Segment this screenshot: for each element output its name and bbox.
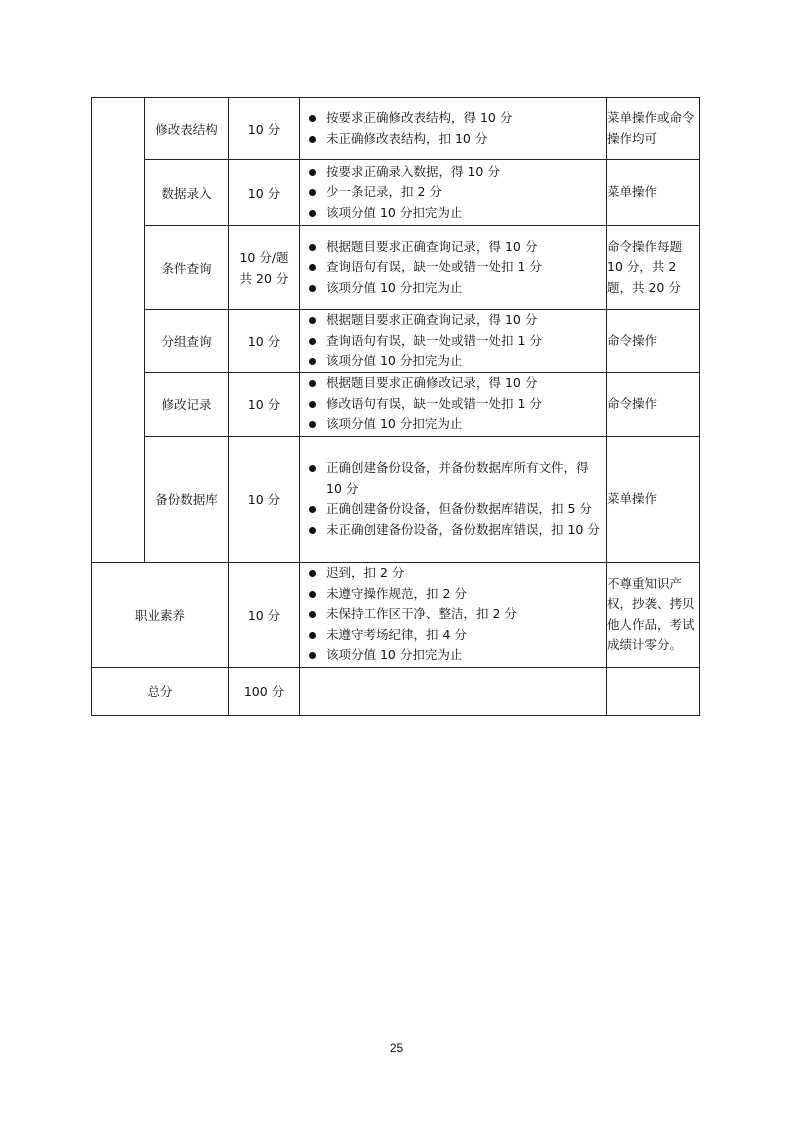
item-note: 菜单操作: [607, 160, 700, 226]
criterion: 少一条记录，扣 2 分: [304, 182, 600, 203]
criterion: 查询语句有误，缺一处或错一处扣 1 分: [304, 257, 600, 278]
item-note: 命令操作每题 10 分，共 2 题，共 20 分: [607, 226, 700, 310]
table-row: [92, 310, 700, 373]
item-score: 10 分: [229, 160, 300, 226]
criteria-cell: [300, 310, 607, 373]
criterion: 该项分值 10 分扣完为止: [304, 645, 600, 666]
bullet-icon: [309, 317, 316, 324]
item-score: 10 分/题共 20 分: [229, 226, 300, 310]
scoring-table: [91, 97, 700, 716]
bullet-icon: [309, 264, 316, 271]
criterion: 正确创建备份设备，并备份数据库所有文件，得 10 分: [304, 458, 600, 499]
criterion: 根据题目要求正确修改记录，得 10 分: [304, 373, 600, 394]
item-note: 菜单操作或命令操作均可: [607, 98, 700, 160]
bullet-icon: [309, 285, 316, 292]
item-score: 10 分: [229, 372, 300, 436]
page-number: 25: [389, 1041, 404, 1055]
item-note: [607, 667, 700, 715]
criterion: 该项分值 10 分扣完为止: [304, 351, 600, 372]
bullet-icon: [309, 506, 316, 513]
criterion: 该项分值 10 分扣完为止: [304, 278, 600, 299]
bullet-icon: [309, 632, 316, 639]
criterion: 未保持工作区干净、整洁，扣 2 分: [304, 604, 600, 625]
criteria-cell: [300, 372, 607, 436]
item-score: 10 分: [229, 98, 300, 160]
bullet-icon: [309, 611, 316, 618]
criterion: 未正确创建备份设备，备份数据库错误，扣 10 分: [304, 520, 600, 541]
total-label: 总分: [92, 667, 229, 715]
item-note: 命令操作: [607, 372, 700, 436]
item-note: 命令操作: [607, 310, 700, 373]
item-name: 数据录入: [145, 160, 229, 226]
bullet-icon: [309, 169, 316, 176]
bullet-icon: [309, 401, 316, 408]
bullet-icon: [309, 244, 316, 251]
criteria-cell: [300, 562, 607, 667]
bullet-icon: [309, 652, 316, 659]
criterion: 根据题目要求正确查询记录，得 10 分: [304, 237, 600, 258]
bullet-icon: [309, 358, 316, 365]
criterion: 查询语句有误，缺一处或错一处扣 1 分: [304, 331, 600, 352]
item-note: 不尊重知识产权，抄袭、拷贝他人作品，考试成绩计零分。: [607, 562, 700, 667]
bullet-icon: [309, 210, 316, 217]
criterion: 按要求正确录入数据，得 10 分: [304, 162, 600, 183]
item-name: 分组查询: [145, 310, 229, 373]
table-row: [92, 98, 700, 160]
criteria-cell: [300, 667, 607, 715]
criteria-cell: [300, 160, 607, 226]
bullet-icon: [309, 570, 316, 577]
criterion: 未遵守操作规范，扣 2 分: [304, 584, 600, 605]
bullet-icon: [309, 465, 316, 472]
item-note: 菜单操作: [607, 436, 700, 562]
bullet-icon: [309, 527, 316, 534]
total-score: 100 分: [229, 667, 300, 715]
table-row: [92, 436, 700, 562]
bullet-icon: [309, 136, 316, 143]
criterion: 未正确修改表结构，扣 10 分: [304, 129, 600, 150]
item-score: 10 分: [229, 562, 300, 667]
criterion: 未遵守考场纪律，扣 4 分: [304, 625, 600, 646]
item-name: 备份数据库: [145, 436, 229, 562]
table-row: [92, 226, 700, 310]
bullet-icon: [309, 421, 316, 428]
item-name: 职业素养: [92, 562, 229, 667]
item-name: 修改记录: [145, 372, 229, 436]
bullet-icon: [309, 115, 316, 122]
criteria-cell: [300, 226, 607, 310]
table-row: [92, 562, 700, 667]
item-name: 修改表结构: [145, 98, 229, 160]
criterion: 修改语句有误，缺一处或错一处扣 1 分: [304, 394, 600, 415]
criterion: 按要求正确修改表结构，得 10 分: [304, 108, 600, 129]
criterion: 根据题目要求正确查询记录，得 10 分: [304, 310, 600, 331]
table-row: [92, 667, 700, 715]
criterion: 迟到，扣 2 分: [304, 563, 600, 584]
table-row: [92, 372, 700, 436]
bullet-icon: [309, 380, 316, 387]
category-cell: [92, 98, 145, 563]
criterion: 该项分值 10 分扣完为止: [304, 414, 600, 435]
criteria-cell: [300, 98, 607, 160]
bullet-icon: [309, 338, 316, 345]
item-name: 条件查询: [145, 226, 229, 310]
bullet-icon: [309, 591, 316, 598]
criterion: 该项分值 10 分扣完为止: [304, 203, 600, 224]
bullet-icon: [309, 189, 316, 196]
criterion: 正确创建备份设备，但备份数据库错误，扣 5 分: [304, 499, 600, 520]
item-score: 10 分: [229, 310, 300, 373]
table-row: [92, 160, 700, 226]
criteria-cell: [300, 436, 607, 562]
item-score: 10 分: [229, 436, 300, 562]
